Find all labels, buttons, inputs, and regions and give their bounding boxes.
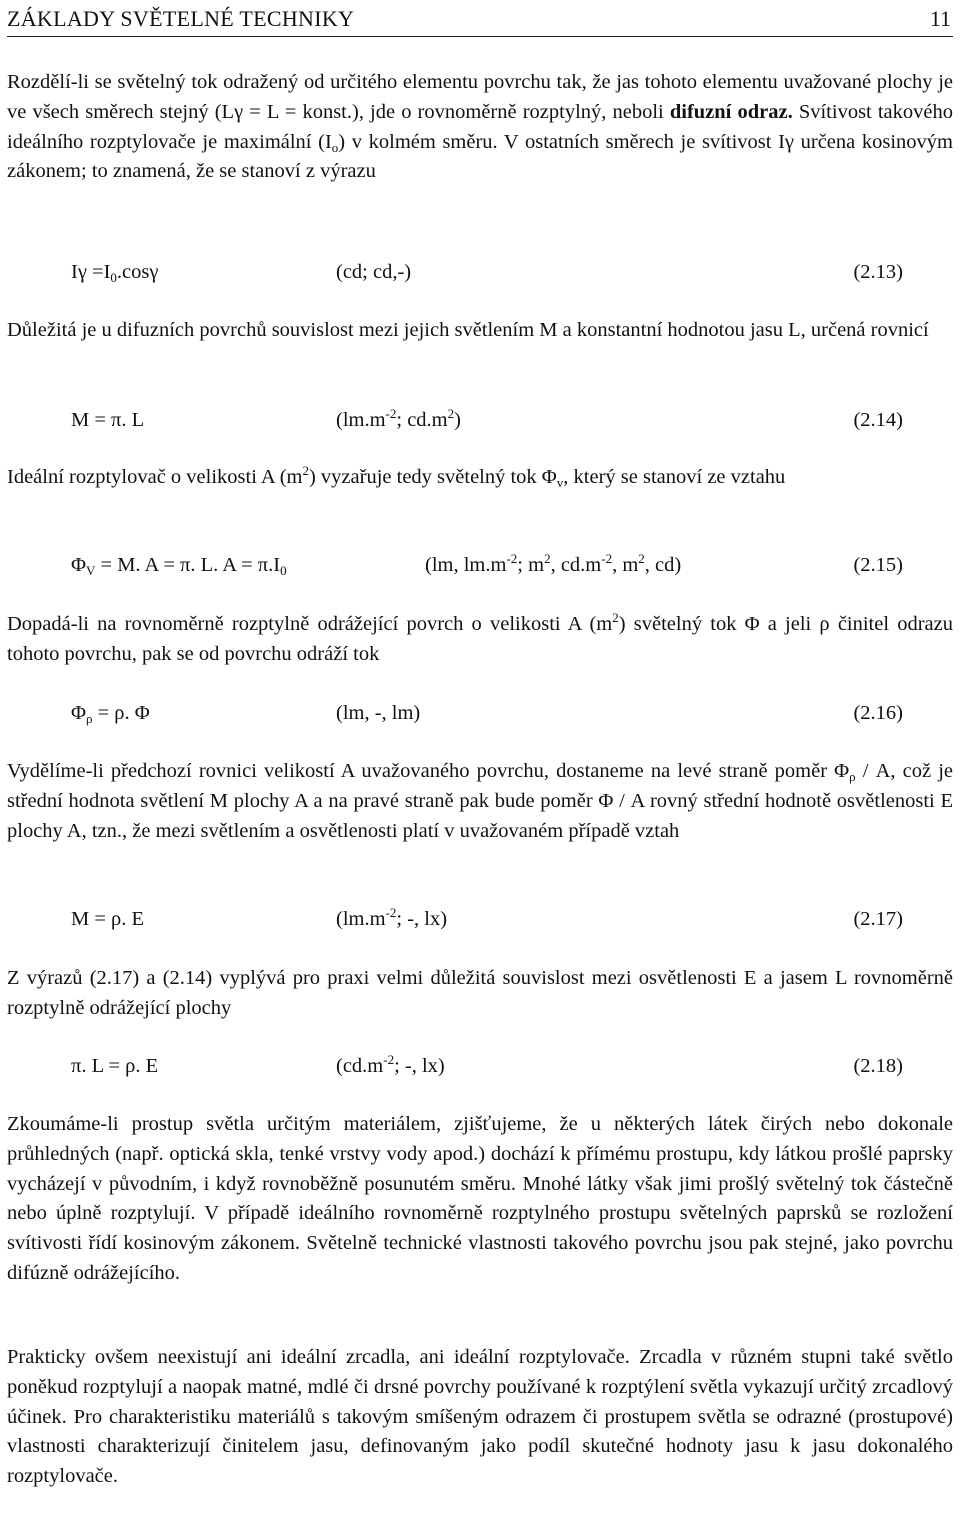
equation-units: (cd; cd,-) xyxy=(336,261,412,283)
equation-expression: $\Phi_\rho = \rho$. Φ xyxy=(71,702,150,726)
equation-expression: M = π. L xyxy=(71,409,145,431)
paragraph-reflected-flux: Dopadá-li na rovnoměrně rozptylně odrážející povrch o velikosti A $(m^2)$ světelný tok Φ a jeli ρ činitel odrazu tohoto povrchu, pak se od povrchu odráží tok xyxy=(7,610,953,665)
equation-units: ($lm.m^{-2}$; -, lx) xyxy=(336,905,448,930)
paragraph-diffuse-reflection xyxy=(7,68,953,187)
equation-2-15 xyxy=(7,550,953,580)
equation-2-13 xyxy=(7,257,953,287)
paragraph-practical-relation: Z výrazů (2.17) a (2.14) vyplývá pro praxi velmi důležitá souvislost mezi osvětlenosti E a jasem L rovnoměrně rozptylně odrážející plochy xyxy=(7,967,953,1019)
paragraph-mean-values: Vydělíme-li předchozí rovnici velikostí A uvažovaného povrchu, dostaneme na levé straně poměr $\Phi_\rho$ / A, což je střední hodnota světlení M plochy A a na pravé straně pak bude poměr Φ / A rovný střední hodnotě osvětlenosti E plochy A, tzn., že mezi světlením a osvětlenosti platí v uvažovaném případě vztah xyxy=(7,760,953,842)
equation-2-18 xyxy=(7,1051,953,1081)
equation-units: (lm, -, lm) xyxy=(336,702,421,724)
equation-number: (2.13) xyxy=(853,261,903,283)
equation-number: (2.17) xyxy=(853,908,903,930)
chapter-title: ZÁKLADY SVĚTELNÉ TECHNIKY xyxy=(7,6,355,31)
paragraph-luminance-relation: Důležitá je u difuzních povrchů souvislost mezi jejich světlením M a konstantní hodnotou jasu L, určená rovnicí xyxy=(7,319,929,341)
paragraph-light-transmission: Zkoumáme-li prostup světla určitým materiálem, zjišťujeme, že u některých látek čirých nebo dokonale průhledných (např. optická skla, tenké vrstvy vody apod.) dochází k přímému prostupu, kdy látkou prošlé paprsky vycházejí v původním, i když rovnoběžně posunutém směru. Mnohé látky však jimi prošlý světelný tok částečně nebo úplně rozptylují. V případě ideálního rovnoměrně rozptylného prostupu světelných paprsků se rozložení svítivosti řídí kosinovým zákonem. Světelně technické vlastnosti takového povrchu jsou pak stejné, jako povrchu difúzně odrážejícího. xyxy=(7,1113,953,1284)
paragraph-ideal-diffuser: Ideální rozptylovač o velikosti A $(m^2)$ vyzařuje tedy světelný tok $\Phi_v$, který se stanoví ze vztahu xyxy=(7,463,786,490)
equation-2-14 xyxy=(7,405,953,435)
equation-units: (lm, $lm.m^{-2}$; $m^2$, $cd.m^{-2}$, $m^2$, cd) xyxy=(425,551,682,576)
equation-expression: π. L = ρ. E xyxy=(71,1055,159,1077)
term-bold: difuzní odraz. xyxy=(669,100,793,123)
equation-2-16 xyxy=(7,698,953,728)
equation-units: ($lm.m^{-2}$; $cd.m^2$) xyxy=(336,406,461,431)
equation-number: (2.16) xyxy=(853,702,903,724)
text-run: Rozdělí-li se světelný tok odražený od určitého elementu povrchu tak, že jas tohoto elementu uvažované plochy je ve všech směrech stejný (Lγ = L = konst.), jde o rovnoměrně rozptylný, neboli xyxy=(7,71,953,123)
equation-expression: M = ρ. E xyxy=(71,908,145,930)
equation-2-17 xyxy=(7,904,953,934)
text-run: ) v kolmém směru. V ostatních směrech je svítivost Iγ určena kosinovým zákonem; to znamená, že se stanoví z výrazu xyxy=(7,130,953,183)
paragraph-luminance-factor: Prakticky ovšem neexistují ani ideální zrcadla, ani ideální rozptylovače. Zrcadla v různém stupni také světlo poněkud rozptylují a naopak matné, mdlé či drsné povrchy používané k rozptýlení světla vykazují určitý zrcadlový účinek. Pro charakteristiku materiálů s takovým smíšeným odrazem či prostupem světla se odrazné (prostupové) vlastnosti charakterizují činitelem jasu, definovaným jako podíl skutečné hodnoty jasu k jasu dokonalého rozptylovače. xyxy=(7,1346,953,1488)
equation-units: ($cd.m^{-2}$; -, lx) xyxy=(336,1052,445,1077)
page-header xyxy=(7,2,953,37)
subscript: o xyxy=(331,139,339,155)
equation-expression: $\Phi_V = M$. A = π. L. $A = \pi.I_0$ xyxy=(71,554,287,578)
page-number: 11 xyxy=(929,6,951,31)
equation-number: (2.14) xyxy=(853,409,903,431)
equation-number: (2.15) xyxy=(853,554,903,576)
equation-number: (2.18) xyxy=(853,1055,903,1077)
text-run: Svítivost takového ideálního rozptylovače je maximální (I xyxy=(7,100,953,153)
equation-expression: $I\gamma =I_0.\cos\gamma$ xyxy=(71,261,159,285)
